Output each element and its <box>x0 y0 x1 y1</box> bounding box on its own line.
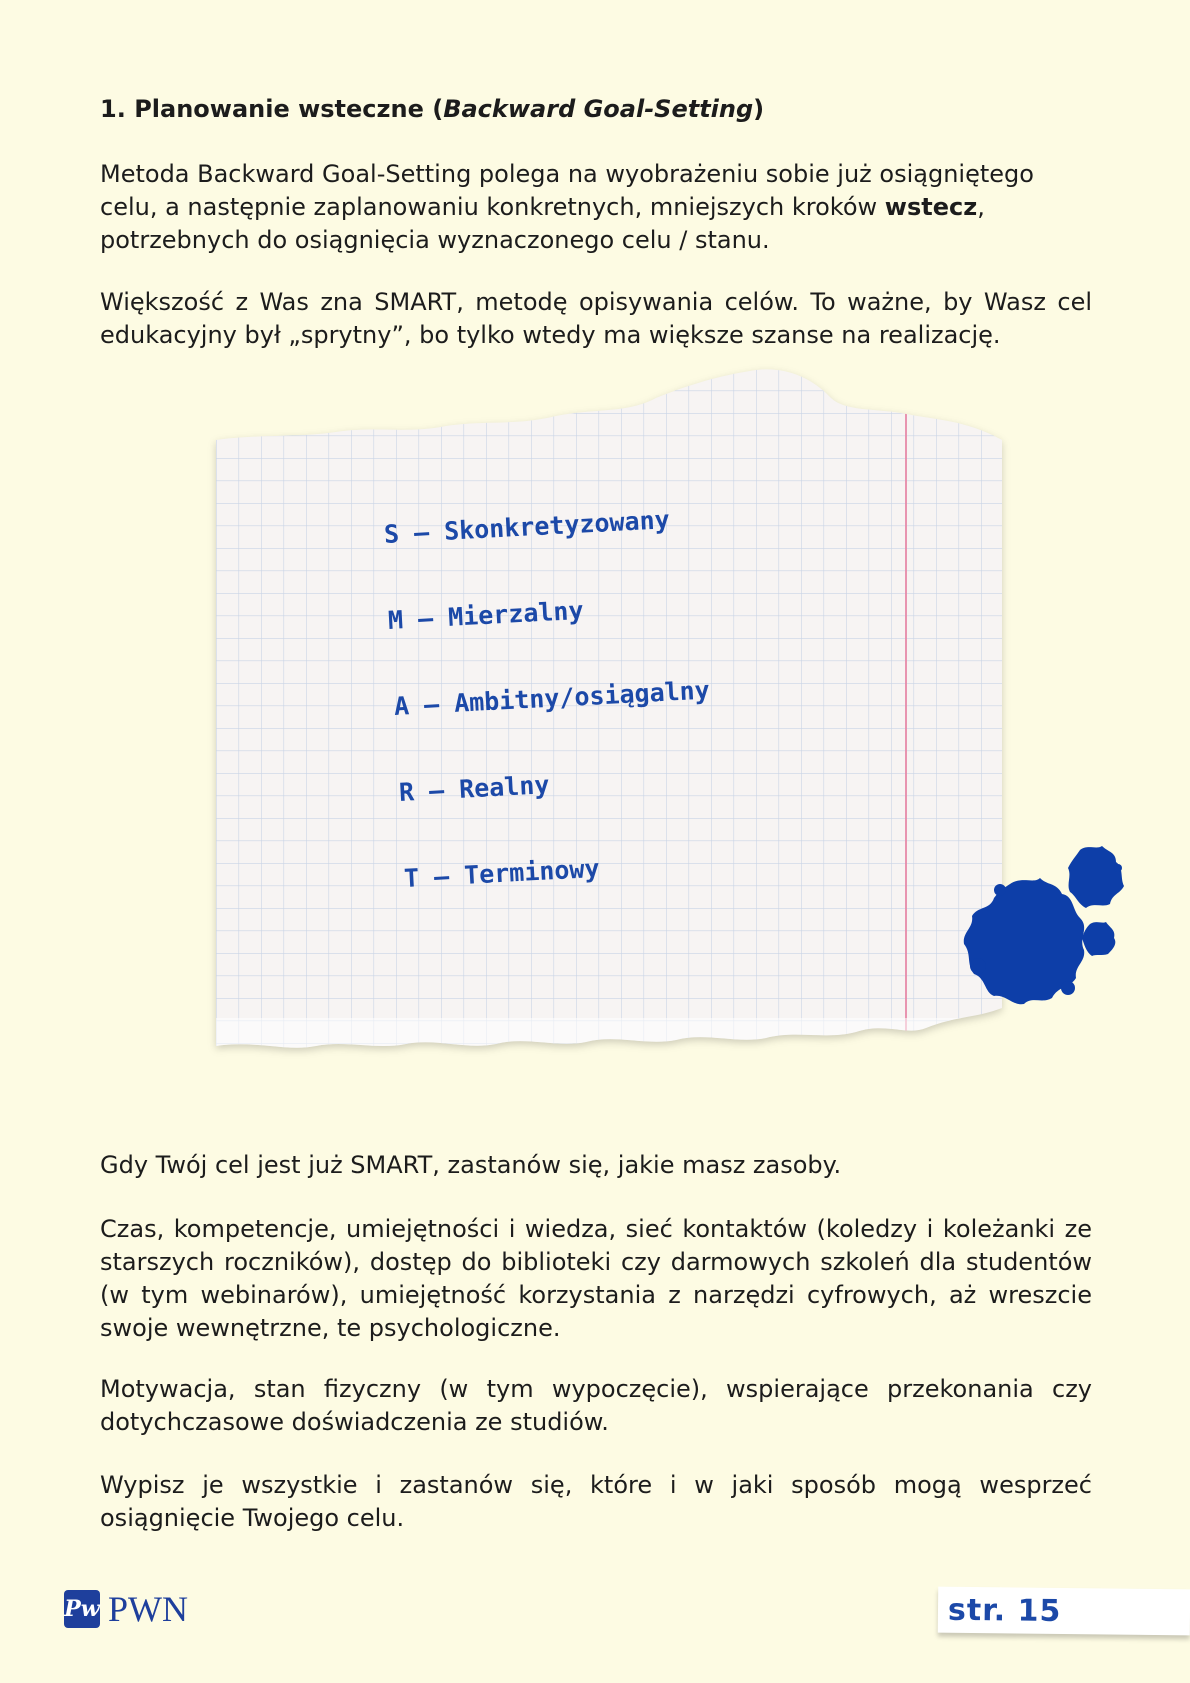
closing-paragraph: Wypisz je wszystkie i zastanów się, które i w jaki sposób mogą wesprzeć osiągnięcie Twojego celu. <box>100 1471 1092 1532</box>
resources-list-paragraph: Czas, kompetencje, umiejętności i wiedza, sieć kontaktów (koledzy i koleżanki ze starszych roczników), dostęp do biblioteki czy darmowych szkoleń dla studentów (w tym webinarów), umiejętność korzystania z narzędzi cyfrowych, aż wreszcie swoje wewnętrzne, te psychologiczne. <box>100 1215 1092 1342</box>
smart-item-t: T – Terminowy <box>403 853 601 893</box>
internal-resources-paragraph: Motywacja, stan fizyczny (w tym wypoczęcie), wspierające przekonania czy dotychczasowe doświadczenia ze studiów. <box>100 1375 1092 1436</box>
page-number: str. 15 <box>947 1592 1062 1629</box>
heading-close: ) <box>753 95 765 123</box>
intro-paragraph <box>100 158 1092 257</box>
pwn-logo <box>64 1585 188 1633</box>
notebook-paper <box>216 368 1002 1058</box>
smart-item-s: S – Skonkretyzowany <box>383 505 671 549</box>
ink-blot-decoration <box>930 838 1140 1038</box>
smart-item-m: M – Mierzalny <box>387 595 585 635</box>
page-number-tag <box>938 1587 1190 1636</box>
section-heading <box>100 93 1092 126</box>
paper-sheet-graphic <box>216 368 1002 1058</box>
intro-after-bold: , potrzebnych do osiągnięcia wyznaczonego celu / stanu. <box>100 193 985 254</box>
smart-item-r: R – Realny <box>398 770 551 807</box>
heading-text: Planowanie wsteczne ( <box>134 95 444 123</box>
intro-before-bold: Metoda Backward Goal-Setting polega na wyobrażeniu sobie już osiągniętego celu, a następnie zaplanowaniu konkretnych, mniejszych kroków <box>100 160 1034 221</box>
heading-number: 1. <box>100 95 126 123</box>
intro-bold: wstecz <box>884 193 978 221</box>
smart-intro-paragraph: Większość z Was zna SMART, metodę opisywania celów. To ważne, by Wasz cel edukacyjny był „sprytny”, bo tylko wtedy ma większe szanse na realizację. <box>100 288 1092 349</box>
pwn-logo-text: PWN <box>108 1589 188 1629</box>
pwn-logo-mark: Pw <box>64 1590 100 1628</box>
resources-intro-paragraph: Gdy Twój cel jest już SMART, zastanów się, jakie masz zasoby. <box>100 1151 842 1179</box>
smart-item-a: A – Ambitny/osiągalny <box>393 675 711 721</box>
heading-italic: Backward Goal-Setting <box>443 95 754 123</box>
